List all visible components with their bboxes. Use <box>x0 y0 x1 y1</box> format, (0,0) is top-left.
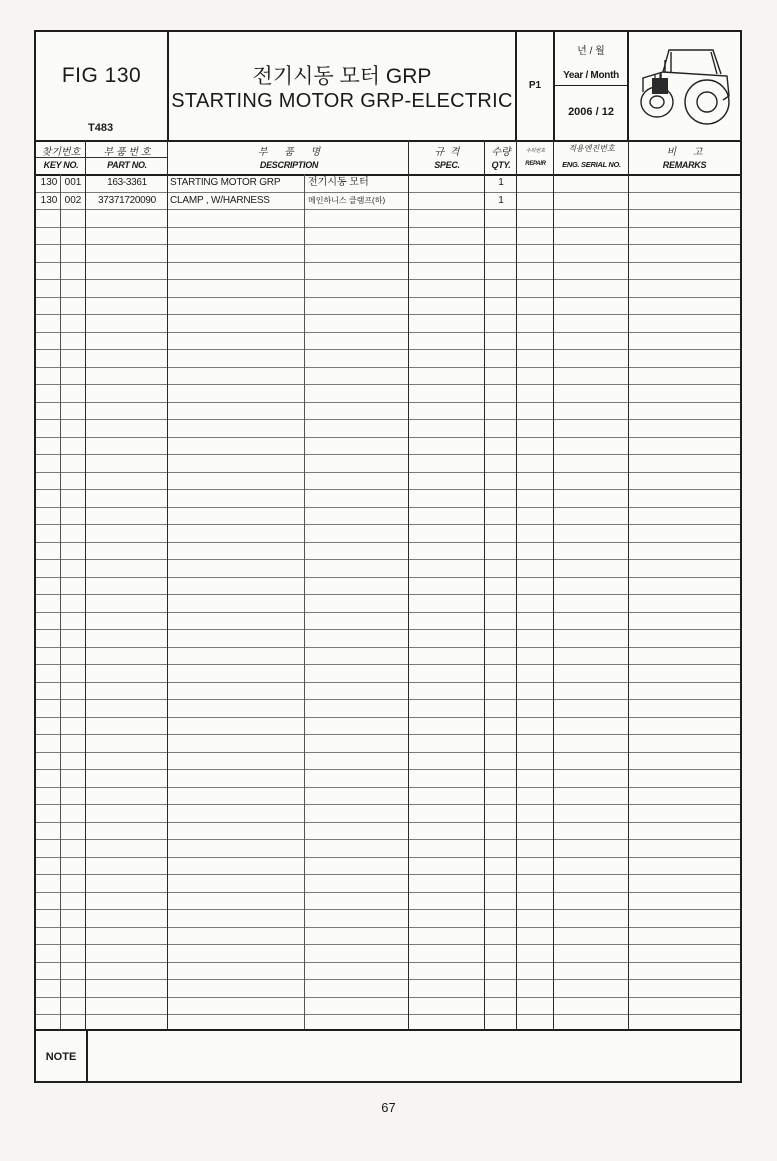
table-row <box>36 244 740 263</box>
title-korean: 전기시동 모터 GRP <box>252 65 432 88</box>
description-english: STARTING MOTOR GRP <box>170 177 281 188</box>
table-row <box>36 367 740 386</box>
table-row <box>36 314 740 333</box>
table-row <box>36 822 740 841</box>
column-divider <box>553 140 554 1029</box>
table-row <box>36 402 740 421</box>
table-row <box>36 944 740 963</box>
note-label: NOTE <box>36 1031 88 1083</box>
description-korean: 전기시동 모터 <box>308 177 369 188</box>
illustration-cell <box>629 32 740 140</box>
figure-cell <box>36 32 169 140</box>
year-month-label-en: Year / Month <box>563 70 619 81</box>
table-row <box>36 839 740 858</box>
table-row <box>36 454 740 473</box>
table-row <box>36 997 740 1016</box>
model-code: T483 <box>88 122 114 134</box>
description-english: CLAMP , W/HARNESS <box>170 194 270 206</box>
table-row <box>36 174 740 193</box>
key-no-item: 001 <box>64 177 82 188</box>
column-divider <box>628 140 629 1029</box>
table-row <box>36 594 740 613</box>
table-row <box>36 857 740 876</box>
table-row <box>36 192 740 211</box>
table-row <box>36 962 740 981</box>
page-code: P1 <box>528 80 542 91</box>
page-number: 67 <box>381 1100 396 1115</box>
table-row <box>36 349 740 368</box>
table-row <box>36 489 740 508</box>
table-row <box>36 752 740 771</box>
table-row <box>36 699 740 718</box>
table-row <box>36 717 740 736</box>
key-no-group: 130 <box>40 194 58 206</box>
column-divider <box>167 140 168 1029</box>
table-row <box>36 227 740 246</box>
parts-catalog-sheet <box>34 30 742 1083</box>
column-header-engine-serial: 적용엔진번호 ENG. SERIAL NO. <box>562 144 621 169</box>
column-header-row <box>36 140 740 176</box>
table-row <box>36 332 740 351</box>
table-row <box>36 524 740 543</box>
column-divider <box>304 174 305 1029</box>
table-row <box>36 384 740 403</box>
table-row <box>36 577 740 596</box>
table-row <box>36 262 740 281</box>
table-row <box>36 769 740 788</box>
table-row <box>36 542 740 561</box>
year-month-value: 2006 / 12 <box>568 106 614 118</box>
table-row <box>36 787 740 806</box>
title-cell <box>169 32 517 140</box>
table-row <box>36 419 740 438</box>
table-row <box>36 612 740 631</box>
column-header-repair: 수리번호 REPAIR <box>525 148 546 167</box>
table-row <box>36 629 740 648</box>
figure-number: FIG 130 <box>61 64 142 87</box>
table-row <box>36 804 740 823</box>
table-row <box>36 472 740 491</box>
table-row <box>36 297 740 316</box>
description-korean: 메인하니스 클램프(하) <box>308 195 386 205</box>
column-divider <box>484 140 485 1029</box>
column-header-part-no: 부 품 번 호 PART NO. <box>103 147 151 170</box>
table-row <box>36 927 740 946</box>
tractor-icon <box>635 40 735 132</box>
table-row <box>36 682 740 701</box>
divider <box>555 85 627 86</box>
column-divider <box>60 174 61 1029</box>
table-row <box>36 279 740 298</box>
year-month-label-ko: 년 / 월 <box>577 46 605 57</box>
table-row <box>36 209 740 228</box>
column-divider <box>85 140 86 1029</box>
table-row <box>36 437 740 456</box>
quantity: 1 <box>498 194 504 206</box>
column-divider <box>516 140 517 1029</box>
table-row <box>36 892 740 911</box>
note-section <box>36 1029 740 1083</box>
page-cell <box>517 32 555 140</box>
table-row <box>36 647 740 666</box>
table-row <box>36 664 740 683</box>
table-row <box>36 734 740 753</box>
table-row <box>36 979 740 998</box>
parts-table-body <box>36 174 740 1029</box>
header-divider <box>36 157 167 158</box>
column-header-remarks: 비 고 REMARKS <box>662 147 707 170</box>
column-header-qty: 수량 QTY. <box>491 147 511 170</box>
column-divider <box>408 140 409 1029</box>
column-header-spec: 규 격 SPEC. <box>434 147 460 170</box>
key-no-group: 130 <box>40 177 58 188</box>
column-header-key-no: 찾기번호 KEY NO. <box>41 147 81 170</box>
column-header-description: 부 품 명 DESCRIPTION <box>257 147 321 170</box>
part-number: 37371720090 <box>98 194 156 206</box>
table-row <box>36 507 740 526</box>
table-row <box>36 909 740 928</box>
table-row <box>36 559 740 578</box>
date-cell <box>555 32 629 140</box>
title-english: STARTING MOTOR GRP-ELECTRIC <box>171 90 513 112</box>
quantity: 1 <box>498 177 504 188</box>
table-row <box>36 874 740 893</box>
sheet-header <box>36 32 740 142</box>
key-no-item: 002 <box>64 194 82 206</box>
part-number: 163-3361 <box>107 177 147 188</box>
